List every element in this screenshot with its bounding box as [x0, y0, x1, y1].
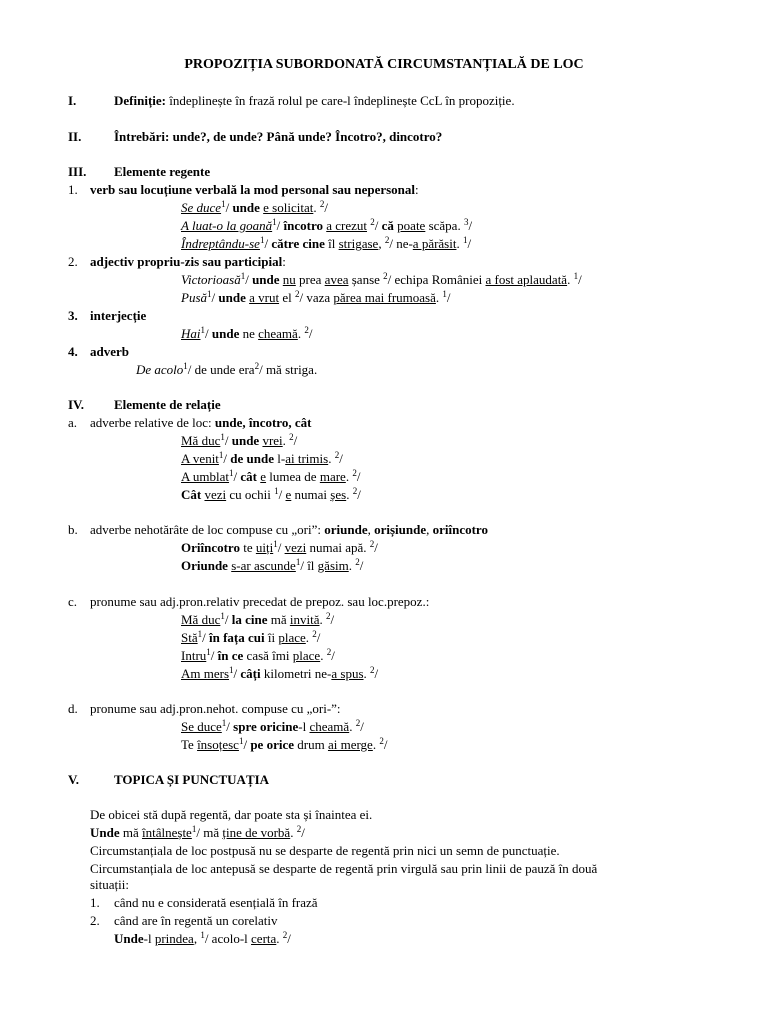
ex-span: / — [339, 451, 343, 466]
example-line — [90, 824, 305, 842]
ex-span: Oriîncotro — [181, 540, 240, 555]
list-item-heading — [90, 181, 419, 199]
section-heading-4: Elemente de relație — [114, 397, 221, 412]
ex-span: e solicitat — [263, 200, 314, 215]
item-text: adverbe relative de loc: — [90, 415, 215, 430]
ex-span: . — [305, 630, 313, 645]
ex-span: , — [378, 236, 385, 251]
ex-span: el — [279, 290, 295, 305]
ex-span: / ne- — [389, 236, 413, 251]
ex-span: l- — [274, 451, 286, 466]
ex-sup: 2 — [355, 718, 361, 728]
ex-span: . — [276, 931, 283, 946]
example-line — [181, 450, 343, 468]
ex-sup: 1 — [259, 235, 265, 245]
ex-sup: 2 — [296, 824, 302, 834]
item-sep: , — [426, 522, 433, 537]
ex-span: unde — [211, 326, 240, 341]
ex-span: Mă duc — [181, 612, 221, 627]
ex-span: nu — [282, 272, 296, 287]
list-item-heading — [90, 521, 488, 539]
ex-span: a crezut — [326, 218, 368, 233]
ex-span: vezi — [284, 540, 307, 555]
paragraph: De obicei stă după regentă, dar poate sta și înaintea ei. — [90, 807, 373, 822]
ex-span: drum — [294, 737, 328, 752]
ex-span: ne — [239, 326, 259, 341]
ex-span: / — [277, 540, 285, 555]
ex-span: . — [346, 487, 353, 502]
ex-span: / — [383, 737, 388, 752]
ex-span: / mă striga. — [259, 362, 318, 377]
ex-span: A venit — [181, 451, 219, 466]
ex-span: / — [278, 487, 286, 502]
ex-span: / — [330, 612, 335, 627]
ex-span: kilometri ne- — [260, 666, 332, 681]
ex-span: . — [435, 290, 443, 305]
ex-span: / — [223, 451, 231, 466]
ex-span: a vrut — [249, 290, 280, 305]
item-colon: : — [415, 182, 419, 197]
example-line — [181, 235, 471, 253]
ex-span: / — [359, 558, 364, 573]
ex-span: mă — [119, 825, 143, 840]
ex-span: / — [210, 648, 218, 663]
item-label: adjectiv propriu-zis sau participial — [90, 254, 283, 269]
ex-sup: 1 — [272, 217, 277, 227]
ex-span: / — [205, 326, 212, 341]
definition-line — [114, 92, 515, 110]
ex-span: . — [328, 451, 335, 466]
section-number-1: I. — [68, 93, 77, 108]
ex-span: părea mai frumoasă — [333, 290, 436, 305]
ex-span: place — [278, 630, 306, 645]
ex-sup: 2 — [352, 486, 358, 496]
ex-span: e — [260, 469, 267, 484]
ex-sup: 2 — [370, 217, 375, 227]
ex-span: / — [356, 469, 361, 484]
ex-sup: 1 — [462, 235, 468, 245]
ex-sup: 1 — [191, 824, 197, 834]
ex-span: că — [381, 218, 394, 233]
ex-sup: 2 — [312, 629, 317, 639]
ex-sup: 2 — [369, 539, 375, 549]
ex-span: Se duce — [181, 719, 222, 734]
section-heading-3: Elemente regente — [114, 164, 211, 179]
ex-span: însoțesc — [197, 737, 239, 752]
example-line — [136, 361, 317, 379]
ex-sup: 2 — [254, 361, 260, 371]
example-line — [181, 468, 360, 486]
ex-span: mă — [267, 612, 290, 627]
ex-span: spre oricine — [233, 719, 299, 734]
ex-span: unde — [232, 200, 260, 215]
ex-span: . — [372, 737, 380, 752]
ex-span: găsim — [317, 558, 349, 573]
example-line — [181, 718, 364, 736]
ex-sup: 2 — [334, 450, 340, 460]
ex-span: . — [319, 612, 326, 627]
ex-span: îl — [324, 236, 339, 251]
ex-span: / — [446, 290, 451, 305]
ex-sup: 1 — [221, 718, 227, 728]
ex-span: -l — [143, 931, 155, 946]
ex-span: Cât — [181, 487, 202, 502]
ex-sup: 2 — [326, 647, 332, 657]
ex-span: invită — [289, 612, 320, 627]
ex-span: Stă — [181, 630, 198, 645]
section-number-2: II. — [68, 129, 82, 144]
ex-span: A umblat — [181, 469, 230, 484]
ex-span: / — [224, 433, 232, 448]
ex-span: ai merge — [327, 737, 373, 752]
list-item-heading — [90, 253, 286, 271]
example-line — [181, 432, 297, 450]
list-number: 2. — [90, 913, 100, 928]
ex-span: s-ar ascunde — [231, 558, 296, 573]
ex-sup: 1 — [197, 629, 203, 639]
paragraph: situații: — [90, 877, 129, 892]
item-bold: orișiunde — [374, 522, 427, 537]
ex-span: . — [313, 200, 320, 215]
ex-span: e — [285, 487, 292, 502]
ex-span: poate — [397, 218, 426, 233]
ex-sup: 3 — [463, 217, 469, 227]
questions-line: Întrebări: unde?, de unde? Până unde? Încotro?, dincotro? — [114, 129, 443, 144]
ex-span: Mă duc — [181, 433, 221, 448]
ex-sup: 1 — [218, 450, 224, 460]
ex-span: . — [290, 825, 297, 840]
ex-span: / — [578, 272, 582, 287]
ex-span: a părăsit — [412, 236, 457, 251]
definition-label: Definiție: — [114, 93, 166, 108]
ex-span: . — [363, 666, 371, 681]
list-item-heading: interjecție — [90, 308, 147, 323]
ex-sup: 2 — [289, 432, 294, 442]
item-colon: : — [282, 254, 286, 269]
ex-span: / — [308, 326, 313, 341]
ex-span: / de unde era — [187, 362, 255, 377]
list-number: 1. — [90, 895, 100, 910]
example-line — [181, 289, 451, 307]
ex-span: / — [226, 719, 234, 734]
ex-span: / — [224, 612, 232, 627]
ex-span: / — [468, 218, 473, 233]
ex-span: / — [467, 236, 472, 251]
item-bold: oriîncotro — [432, 522, 488, 537]
ex-span: avea — [324, 272, 349, 287]
ex-span: . — [349, 719, 356, 734]
ex-span: vrei — [262, 433, 283, 448]
ex-span: încotro — [283, 218, 323, 233]
ex-span: unde — [252, 272, 280, 287]
example-line — [114, 930, 291, 948]
section-number-3: III. — [68, 164, 87, 179]
example-line — [181, 217, 472, 235]
ex-span: , — [193, 931, 201, 946]
list-item-heading — [90, 414, 311, 432]
list-number: 2. — [68, 254, 78, 269]
ex-span: / — [316, 630, 321, 645]
ex-span: Unde — [90, 825, 120, 840]
ex-span: Victorioasă — [181, 272, 241, 287]
ex-sup: 1 — [273, 539, 278, 549]
ex-sup: 2 — [384, 235, 390, 245]
ex-sup: 1 — [200, 325, 205, 335]
example-line — [181, 557, 363, 575]
ex-span: prindea — [154, 931, 194, 946]
ex-span: / — [374, 540, 378, 555]
ex-span: întâlnește — [142, 825, 192, 840]
ex-sup: 1 — [229, 665, 234, 675]
ex-sup: 2 — [304, 325, 309, 335]
ex-sup: 1 — [442, 289, 447, 299]
ex-sup: 1 — [220, 432, 225, 442]
ex-span: . — [297, 326, 305, 341]
ex-sup: 2 — [370, 665, 375, 675]
example-line — [181, 736, 387, 754]
ex-span: / — [211, 290, 219, 305]
ex-span: / — [233, 469, 241, 484]
ex-span: / — [233, 666, 241, 681]
ex-span: te — [239, 540, 256, 555]
ex-span: / — [245, 272, 253, 287]
ex-span: / îl — [300, 558, 318, 573]
ex-span: A luat-o la goană — [181, 218, 273, 233]
ex-span: șes — [330, 487, 347, 502]
ex-span: în fața cui — [209, 630, 265, 645]
example-line — [181, 629, 320, 647]
ex-sup: 2 — [355, 557, 360, 567]
ex-span: certa — [251, 931, 277, 946]
ex-span: către cine — [271, 236, 325, 251]
ex-span: . — [345, 469, 353, 484]
list-number: 4. — [68, 344, 78, 359]
ex-span: Am mers — [181, 666, 230, 681]
list-letter: d. — [68, 701, 78, 716]
ex-sup: 1 — [183, 361, 188, 371]
item-bold: oriunde — [324, 522, 368, 537]
ex-span: strigase — [338, 236, 379, 251]
ex-sup: 2 — [352, 468, 357, 478]
ex-sup: 1 — [220, 611, 225, 621]
ex-sup: 1 — [295, 557, 301, 567]
ex-span: Te — [181, 737, 198, 752]
ex-span: casă îmi — [243, 648, 293, 663]
list-item-heading: adverb — [90, 344, 129, 359]
ex-span: îi — [264, 630, 279, 645]
ex-span: / — [225, 200, 233, 215]
list-letter: b. — [68, 522, 78, 537]
ex-span: / — [331, 648, 335, 663]
ex-span: / acolo-l — [204, 931, 252, 946]
ex-sup: 1 — [229, 468, 234, 478]
ex-span: ține de vorbă — [222, 825, 291, 840]
ex-span: scăpa. — [425, 218, 464, 233]
ex-span: câți — [240, 666, 261, 681]
ex-sup: 1 — [238, 736, 244, 746]
ex-span: De acolo — [136, 362, 184, 377]
item-bold: unde, încotro, cât — [214, 415, 312, 430]
list-letter: c. — [68, 594, 78, 609]
ex-span: prea — [295, 272, 325, 287]
item-label: verb sau locuțiune verbală la mod personal sau nepersonal — [90, 182, 416, 197]
ex-span: lumea de — [266, 469, 320, 484]
ex-span: Se duce — [181, 200, 222, 215]
ex-span: la cine — [231, 612, 268, 627]
ex-span: . — [320, 648, 327, 663]
item-text: adverbe nehotărâte de loc compuse cu „ori”: — [90, 522, 325, 537]
example-line — [181, 486, 361, 504]
ex-span: Îndreptându-se — [181, 236, 260, 251]
ex-span: uiți — [255, 540, 274, 555]
ex-sup: 2 — [379, 736, 384, 746]
ex-span: cheamă — [309, 719, 350, 734]
paragraph: Circumstanțiala de loc antepusă se desparte de regentă prin virgulă sau prin linii de pauză în două — [90, 861, 598, 876]
ex-span: vezi — [204, 487, 227, 502]
ex-span: Pusă — [181, 290, 207, 305]
ex-span: unde — [231, 433, 260, 448]
example-line — [181, 539, 378, 557]
ex-sup: 2 — [383, 271, 388, 281]
ex-span: / echipa României — [387, 272, 486, 287]
example-line — [181, 271, 582, 289]
ex-span: Hai — [181, 326, 201, 341]
ex-span: mare — [319, 469, 346, 484]
ex-sup: 1 — [207, 289, 212, 299]
ex-span: / mă — [196, 825, 223, 840]
ex-span: Unde — [114, 931, 144, 946]
ex-span: / — [293, 433, 298, 448]
ex-span: a fost aplaudată — [485, 272, 568, 287]
ex-span: . — [456, 236, 463, 251]
ex-sup: 2 — [319, 199, 325, 209]
list-number: 1. — [68, 182, 78, 197]
ex-span: . — [282, 433, 290, 448]
ex-span: . — [567, 272, 574, 287]
ex-span: / — [360, 719, 364, 734]
list-number: 3. — [68, 308, 78, 323]
ex-span: / — [301, 825, 305, 840]
ex-span: pe orice — [250, 737, 294, 752]
ex-sup: 1 — [206, 647, 211, 657]
ex-span: . — [348, 558, 356, 573]
section-number-5: V. — [68, 772, 79, 787]
ex-span: / — [276, 218, 284, 233]
ex-span: place — [292, 648, 321, 663]
list-item-text: când are în regentă un corelativ — [114, 913, 278, 928]
page-title: PROPOZIȚIA SUBORDONATĂ CIRCUMSTANȚIALĂ DE LOC — [184, 57, 584, 72]
ex-span: -l — [298, 719, 310, 734]
ex-span: / — [243, 737, 251, 752]
ex-span: / — [264, 236, 272, 251]
ex-sup: 1 — [240, 271, 246, 281]
ex-span: de unde — [230, 451, 275, 466]
ex-span: / vaza — [299, 290, 334, 305]
ex-sup: 1 — [221, 199, 226, 209]
ex-span: Intru — [181, 648, 207, 663]
example-line — [181, 611, 334, 629]
example-line — [181, 199, 328, 217]
example-line — [181, 647, 335, 665]
ex-span: cu ochii — [226, 487, 275, 502]
ex-span: unde — [218, 290, 246, 305]
ex-span: Oriunde — [181, 558, 228, 573]
list-item-heading: pronume sau adj.pron.nehot. compuse cu „ori-”: — [90, 701, 341, 716]
section-heading-5: TOPICA ȘI PUNCTUAȚIA — [114, 772, 270, 787]
ex-span: șanse — [348, 272, 384, 287]
example-line — [181, 665, 378, 683]
ex-sup: 1 — [200, 930, 205, 940]
item-sep: , — [367, 522, 375, 537]
ex-span: cât — [240, 469, 258, 484]
paragraph: Circumstanțiala de loc postpusă nu se desparte de regentă prin nici un semn de punctuație. — [90, 843, 560, 858]
ex-span: numai apă. — [306, 540, 370, 555]
section-number-4: IV. — [68, 397, 85, 412]
example-line — [181, 325, 312, 343]
ex-span: / — [374, 218, 382, 233]
ex-sup: 2 — [294, 289, 300, 299]
list-item-heading: pronume sau adj.pron.relativ precedat de prepoz. sau loc.prepoz.: — [90, 594, 430, 609]
ex-span: cheamă — [258, 326, 298, 341]
ex-sup: 2 — [282, 930, 288, 940]
ex-span: / — [324, 200, 328, 215]
ex-span: ai trimis — [285, 451, 329, 466]
ex-span: / — [202, 630, 209, 645]
ex-span: / — [357, 487, 361, 502]
ex-span: numai — [291, 487, 331, 502]
ex-sup: 2 — [325, 611, 331, 621]
list-letter: a. — [68, 415, 78, 430]
ex-sup: 1 — [274, 486, 279, 496]
ex-span: în ce — [217, 648, 244, 663]
ex-sup: 1 — [573, 271, 579, 281]
ex-span: / — [374, 666, 379, 681]
ex-span: / — [287, 931, 291, 946]
list-item-text: când nu e considerată esențială în frază — [114, 895, 318, 910]
definition-text: îndeplinește în frază rolul pe care-l îndeplinește CcL în propoziție. — [165, 93, 515, 108]
ex-span: a spus — [331, 666, 364, 681]
